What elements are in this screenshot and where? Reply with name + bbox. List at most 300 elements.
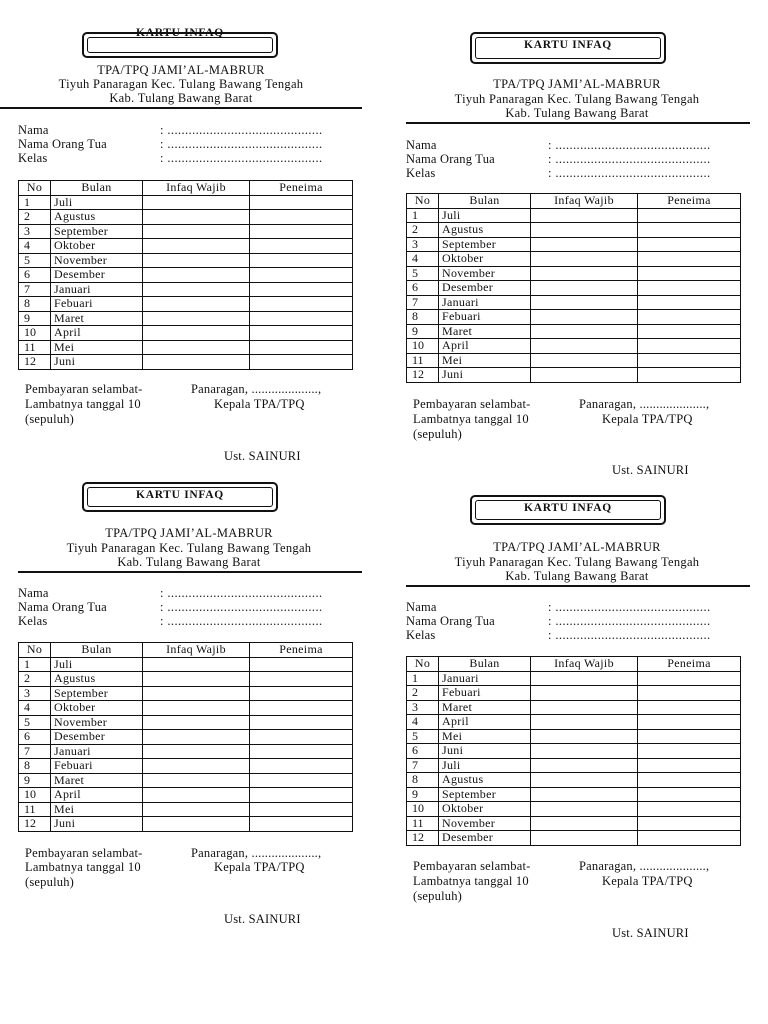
org-regency: Kab. Tulang Bawang Barat (505, 569, 649, 583)
month-name: September (51, 686, 143, 701)
row-number: 11 (19, 340, 51, 355)
infaq-amount-cell (531, 758, 638, 773)
infaq-amount-cell (531, 295, 638, 310)
row-number: 12 (19, 817, 51, 832)
receiver-cell (638, 295, 741, 310)
row-number: 10 (19, 788, 51, 803)
infaq-amount-cell (531, 787, 638, 802)
month-name: September (439, 237, 531, 252)
row-number: 5 (19, 253, 51, 268)
field-blank: : ............................................ (160, 151, 323, 165)
month-name: November (51, 715, 143, 730)
receiver-cell (638, 339, 741, 354)
infaq-amount-cell (143, 715, 250, 730)
row-number: 12 (19, 355, 51, 370)
receiver-cell (250, 715, 353, 730)
month-name: Mei (51, 340, 143, 355)
month-name: Maret (439, 324, 531, 339)
field-label: Kelas (18, 151, 48, 165)
field-row-parent (406, 152, 768, 166)
row-number: 2 (407, 686, 439, 701)
col-header-receiver: Peneima (250, 181, 353, 196)
receiver-cell (250, 759, 353, 774)
col-header-receiver: Peneima (638, 194, 741, 209)
table-row (407, 368, 741, 383)
payment-note-line1: Pembayaran selambat- (413, 859, 531, 873)
month-name: Febuari (51, 759, 143, 774)
row-number: 12 (407, 831, 439, 846)
row-number: 3 (407, 700, 439, 715)
month-name: November (439, 266, 531, 281)
org-name: TPA/TPQ JAMI’AL-MABRUR (105, 526, 273, 540)
infaq-amount-cell (143, 773, 250, 788)
field-label: Nama (18, 586, 49, 600)
table-row (19, 759, 353, 774)
header-divider (406, 585, 750, 587)
payment-note-line1: Pembayaran selambat- (413, 397, 531, 411)
row-number: 4 (407, 252, 439, 267)
row-number: 11 (19, 802, 51, 817)
receiver-cell (638, 368, 741, 383)
infaq-amount-cell (531, 744, 638, 759)
table-row (19, 657, 353, 672)
org-regency: Kab. Tulang Bawang Barat (109, 91, 253, 105)
table-row (407, 831, 741, 846)
table-row (19, 730, 353, 745)
table-row (407, 758, 741, 773)
row-number: 7 (407, 758, 439, 773)
col-header-month: Bulan (439, 194, 531, 209)
receiver-cell (638, 744, 741, 759)
field-label: Nama Orang Tua (18, 137, 107, 151)
month-name: Oktober (439, 802, 531, 817)
receiver-cell (638, 281, 741, 296)
table-row (19, 715, 353, 730)
field-blank: : ............................................ (548, 628, 711, 642)
receiver-cell (250, 802, 353, 817)
table-row (407, 281, 741, 296)
field-blank: : ............................................ (548, 152, 711, 166)
payment-note-line3: (sepuluh) (25, 875, 75, 889)
header-divider (18, 571, 362, 573)
org-address: Tiyuh Panaragan Kec. Tulang Bawang Tengah (66, 541, 312, 555)
receiver-cell (638, 758, 741, 773)
col-header-no: No (407, 657, 439, 672)
payment-note-line3: (sepuluh) (25, 412, 75, 426)
card-title: KARTU INFAQ (136, 27, 224, 39)
field-blank: : ............................................ (160, 137, 323, 151)
table-row (407, 686, 741, 701)
payment-table (406, 193, 741, 383)
receiver-cell (638, 353, 741, 368)
row-number: 7 (19, 282, 51, 297)
infaq-amount-cell (531, 671, 638, 686)
row-number: 8 (19, 297, 51, 312)
table-row (407, 324, 741, 339)
place-date: Panaragan, ...................., (579, 397, 710, 411)
month-name: April (439, 339, 531, 354)
col-header-receiver: Peneima (250, 643, 353, 658)
row-number: 1 (407, 208, 439, 223)
month-name: April (439, 715, 531, 730)
org-address: Tiyuh Panaragan Kec. Tulang Bawang Tengah (454, 555, 700, 569)
infaq-amount-cell (531, 339, 638, 354)
col-header-month: Bulan (51, 643, 143, 658)
field-blank: : ............................................ (160, 600, 323, 614)
payment-note-line1: Pembayaran selambat- (25, 846, 143, 860)
header-divider (406, 122, 750, 124)
month-name: Oktober (439, 252, 531, 267)
payment-note-line2: Lambatnya tanggal 10 (413, 412, 529, 426)
month-name: Maret (51, 773, 143, 788)
receiver-cell (250, 672, 353, 687)
month-name: Agustus (439, 223, 531, 238)
month-name: Januari (51, 744, 143, 759)
row-number: 6 (19, 268, 51, 283)
col-header-no: No (407, 194, 439, 209)
col-header-month: Bulan (439, 657, 531, 672)
month-name: Febuari (51, 297, 143, 312)
table-row (19, 744, 353, 759)
row-number: 2 (19, 672, 51, 687)
infaq-amount-cell (143, 744, 250, 759)
receiver-cell (638, 237, 741, 252)
receiver-cell (638, 831, 741, 846)
receiver-cell (638, 266, 741, 281)
col-header-no: No (19, 643, 51, 658)
table-header-row (407, 194, 741, 209)
org-name: TPA/TPQ JAMI’AL-MABRUR (97, 63, 265, 77)
org-name: TPA/TPQ JAMI’AL-MABRUR (493, 77, 661, 91)
infaq-amount-cell (531, 715, 638, 730)
receiver-cell (638, 223, 741, 238)
receiver-cell (250, 701, 353, 716)
infaq-amount-cell (143, 657, 250, 672)
row-number: 1 (407, 671, 439, 686)
infaq-amount-cell (531, 816, 638, 831)
row-number: 9 (19, 311, 51, 326)
month-name: Juli (439, 758, 531, 773)
month-name: Januari (439, 295, 531, 310)
payment-note-line3: (sepuluh) (413, 889, 463, 903)
receiver-cell (638, 671, 741, 686)
infaq-amount-cell (531, 252, 638, 267)
receiver-cell (250, 788, 353, 803)
row-number: 6 (407, 281, 439, 296)
row-number: 10 (19, 326, 51, 341)
month-name: Mei (439, 353, 531, 368)
table-row (19, 817, 353, 832)
row-number: 10 (407, 339, 439, 354)
month-name: Maret (439, 700, 531, 715)
infaq-amount-cell (531, 324, 638, 339)
col-header-no: No (19, 181, 51, 196)
infaq-amount-cell (531, 368, 638, 383)
table-row (407, 802, 741, 817)
row-number: 7 (19, 744, 51, 759)
field-blank: : ............................................ (548, 138, 711, 152)
field-blank: : ............................................ (160, 586, 323, 600)
payment-note-line2: Lambatnya tanggal 10 (25, 397, 141, 411)
position-title: Kepala TPA/TPQ (214, 860, 305, 874)
month-name: Agustus (439, 773, 531, 788)
month-name: November (439, 816, 531, 831)
row-number: 12 (407, 368, 439, 383)
field-blank: : ............................................ (548, 600, 711, 614)
field-row-parent (406, 614, 768, 628)
table-row (19, 701, 353, 716)
receiver-cell (638, 802, 741, 817)
field-label: Kelas (18, 614, 48, 628)
row-number: 3 (407, 237, 439, 252)
field-row-class (406, 628, 768, 642)
infaq-amount-cell (531, 729, 638, 744)
col-header-month: Bulan (51, 181, 143, 196)
infaq-amount-cell (531, 223, 638, 238)
receiver-cell (250, 817, 353, 832)
month-name: Januari (51, 282, 143, 297)
table-header-row (407, 657, 741, 672)
field-row-class (406, 166, 768, 180)
table-body (407, 208, 741, 382)
col-header-infaq: Infaq Wajib (531, 194, 638, 209)
month-name: Desember (439, 831, 531, 846)
infaq-amount-cell (531, 237, 638, 252)
infaq-amount-cell (531, 281, 638, 296)
row-number: 1 (19, 195, 51, 210)
infaq-amount-cell (531, 266, 638, 281)
infaq-amount-cell (531, 700, 638, 715)
receiver-cell (250, 657, 353, 672)
month-name: Febuari (439, 310, 531, 325)
table-row (19, 788, 353, 803)
field-row-name (18, 586, 380, 600)
row-number: 6 (19, 730, 51, 745)
col-header-infaq: Infaq Wajib (143, 643, 250, 658)
row-number: 9 (407, 787, 439, 802)
payment-note-line1: Pembayaran selambat- (25, 382, 143, 396)
month-name: Desember (51, 268, 143, 283)
col-header-infaq: Infaq Wajib (143, 181, 250, 196)
month-name: Juli (51, 195, 143, 210)
org-address: Tiyuh Panaragan Kec. Tulang Bawang Tengah (454, 92, 700, 106)
signatory-name: Ust. SAINURI (612, 463, 689, 477)
infaq-amount-cell (143, 730, 250, 745)
receiver-cell (250, 744, 353, 759)
student-fields (406, 600, 768, 642)
infaq-amount-cell (143, 817, 250, 832)
receiver-cell (250, 686, 353, 701)
org-address: Tiyuh Panaragan Kec. Tulang Bawang Tengah (58, 77, 304, 91)
row-number: 8 (19, 759, 51, 774)
table-row (407, 252, 741, 267)
month-name: Juni (439, 744, 531, 759)
row-number: 9 (407, 324, 439, 339)
infaq-amount-cell (143, 686, 250, 701)
table-body (407, 671, 741, 845)
receiver-cell (638, 787, 741, 802)
row-number: 5 (19, 715, 51, 730)
table-row (19, 686, 353, 701)
row-number: 3 (19, 224, 51, 239)
infaq-amount-cell (143, 788, 250, 803)
row-number: 2 (407, 223, 439, 238)
field-row-name (406, 600, 768, 614)
payment-note-line2: Lambatnya tanggal 10 (25, 860, 141, 874)
payment-table (406, 656, 741, 846)
row-number: 5 (407, 266, 439, 281)
month-name: Juli (51, 657, 143, 672)
field-blank: : ............................................ (160, 123, 323, 137)
payment-table (18, 642, 353, 832)
receiver-cell (638, 700, 741, 715)
month-name: Agustus (51, 672, 143, 687)
field-label: Kelas (406, 628, 436, 642)
month-name: September (439, 787, 531, 802)
field-label: Nama Orang Tua (406, 614, 495, 628)
month-name: September (51, 224, 143, 239)
receiver-cell (638, 324, 741, 339)
row-number: 4 (19, 701, 51, 716)
infaq-amount-cell (143, 701, 250, 716)
table-row (407, 744, 741, 759)
month-name: Desember (439, 281, 531, 296)
row-number: 9 (19, 773, 51, 788)
receiver-cell (638, 816, 741, 831)
infaq-amount-cell (531, 831, 638, 846)
month-name: Desember (51, 730, 143, 745)
table-row (19, 773, 353, 788)
infaq-amount-cell (531, 208, 638, 223)
infaq-amount-cell (531, 686, 638, 701)
org-name: TPA/TPQ JAMI’AL-MABRUR (493, 540, 661, 554)
row-number: 2 (19, 210, 51, 225)
month-name: Maret (51, 311, 143, 326)
signatory-name: Ust. SAINURI (224, 449, 301, 463)
field-row-name (406, 138, 768, 152)
month-name: Januari (439, 671, 531, 686)
table-row (407, 816, 741, 831)
receiver-cell (638, 252, 741, 267)
table-row (407, 729, 741, 744)
receiver-cell (638, 715, 741, 730)
card-title: KARTU INFAQ (524, 502, 612, 514)
month-name: Mei (439, 729, 531, 744)
infaq-amount-cell (531, 353, 638, 368)
month-name: April (51, 788, 143, 803)
table-row (407, 208, 741, 223)
row-number: 8 (407, 773, 439, 788)
place-date: Panaragan, ...................., (579, 859, 710, 873)
receiver-cell (638, 773, 741, 788)
table-body (19, 657, 353, 831)
field-blank: : ............................................ (548, 614, 711, 628)
receiver-cell (250, 773, 353, 788)
infaq-amount-cell (531, 773, 638, 788)
table-row (407, 266, 741, 281)
payment-note-line3: (sepuluh) (413, 427, 463, 441)
row-number: 11 (407, 816, 439, 831)
card-title: KARTU INFAQ (136, 489, 224, 501)
row-number: 3 (19, 686, 51, 701)
position-title: Kepala TPA/TPQ (602, 412, 693, 426)
infaq-amount-cell (143, 759, 250, 774)
table-row (407, 700, 741, 715)
place-date: Panaragan, ...................., (191, 846, 322, 860)
table-row (19, 802, 353, 817)
table-row (407, 310, 741, 325)
position-title: Kepala TPA/TPQ (214, 397, 305, 411)
infaq-amount-cell (531, 310, 638, 325)
field-label: Nama (18, 123, 49, 137)
month-name: Febuari (439, 686, 531, 701)
org-regency: Kab. Tulang Bawang Barat (505, 106, 649, 120)
receiver-cell (638, 310, 741, 325)
row-number: 6 (407, 744, 439, 759)
month-name: Oktober (51, 701, 143, 716)
row-number: 1 (19, 657, 51, 672)
infaq-amount-cell (143, 672, 250, 687)
row-number: 8 (407, 310, 439, 325)
place-date: Panaragan, ...................., (191, 382, 322, 396)
signatory-name: Ust. SAINURI (224, 912, 301, 926)
table-row (407, 787, 741, 802)
field-row-parent (18, 600, 380, 614)
table-row (407, 353, 741, 368)
payment-note-line2: Lambatnya tanggal 10 (413, 874, 529, 888)
row-number: 4 (19, 239, 51, 254)
month-name: Juni (51, 355, 143, 370)
infaq-amount-cell (531, 802, 638, 817)
receiver-cell (638, 729, 741, 744)
field-label: Nama Orang Tua (406, 152, 495, 166)
row-number: 11 (407, 353, 439, 368)
field-label: Nama (406, 138, 437, 152)
month-name: Agustus (51, 210, 143, 225)
table-row (407, 715, 741, 730)
receiver-cell (638, 208, 741, 223)
student-fields (406, 138, 768, 180)
table-row (407, 223, 741, 238)
position-title: Kepala TPA/TPQ (602, 874, 693, 888)
col-header-infaq: Infaq Wajib (531, 657, 638, 672)
table-row (19, 672, 353, 687)
infaq-amount-cell (143, 802, 250, 817)
month-name: Juni (439, 368, 531, 383)
receiver-cell (638, 686, 741, 701)
field-row-class (18, 614, 380, 628)
row-number: 5 (407, 729, 439, 744)
field-label: Nama Orang Tua (18, 600, 107, 614)
table-row (407, 295, 741, 310)
receiver-cell (250, 730, 353, 745)
table-row (407, 237, 741, 252)
table-row (407, 773, 741, 788)
table-header-row (19, 643, 353, 658)
row-number: 10 (407, 802, 439, 817)
month-name: Juli (439, 208, 531, 223)
row-number: 4 (407, 715, 439, 730)
row-number: 7 (407, 295, 439, 310)
field-blank: : ............................................ (548, 166, 711, 180)
card-title: KARTU INFAQ (524, 39, 612, 51)
signatory-name: Ust. SAINURI (612, 926, 689, 940)
field-blank: : ............................................ (160, 614, 323, 628)
month-name: Mei (51, 802, 143, 817)
month-name: Juni (51, 817, 143, 832)
table-row (407, 671, 741, 686)
col-header-receiver: Peneima (638, 657, 741, 672)
